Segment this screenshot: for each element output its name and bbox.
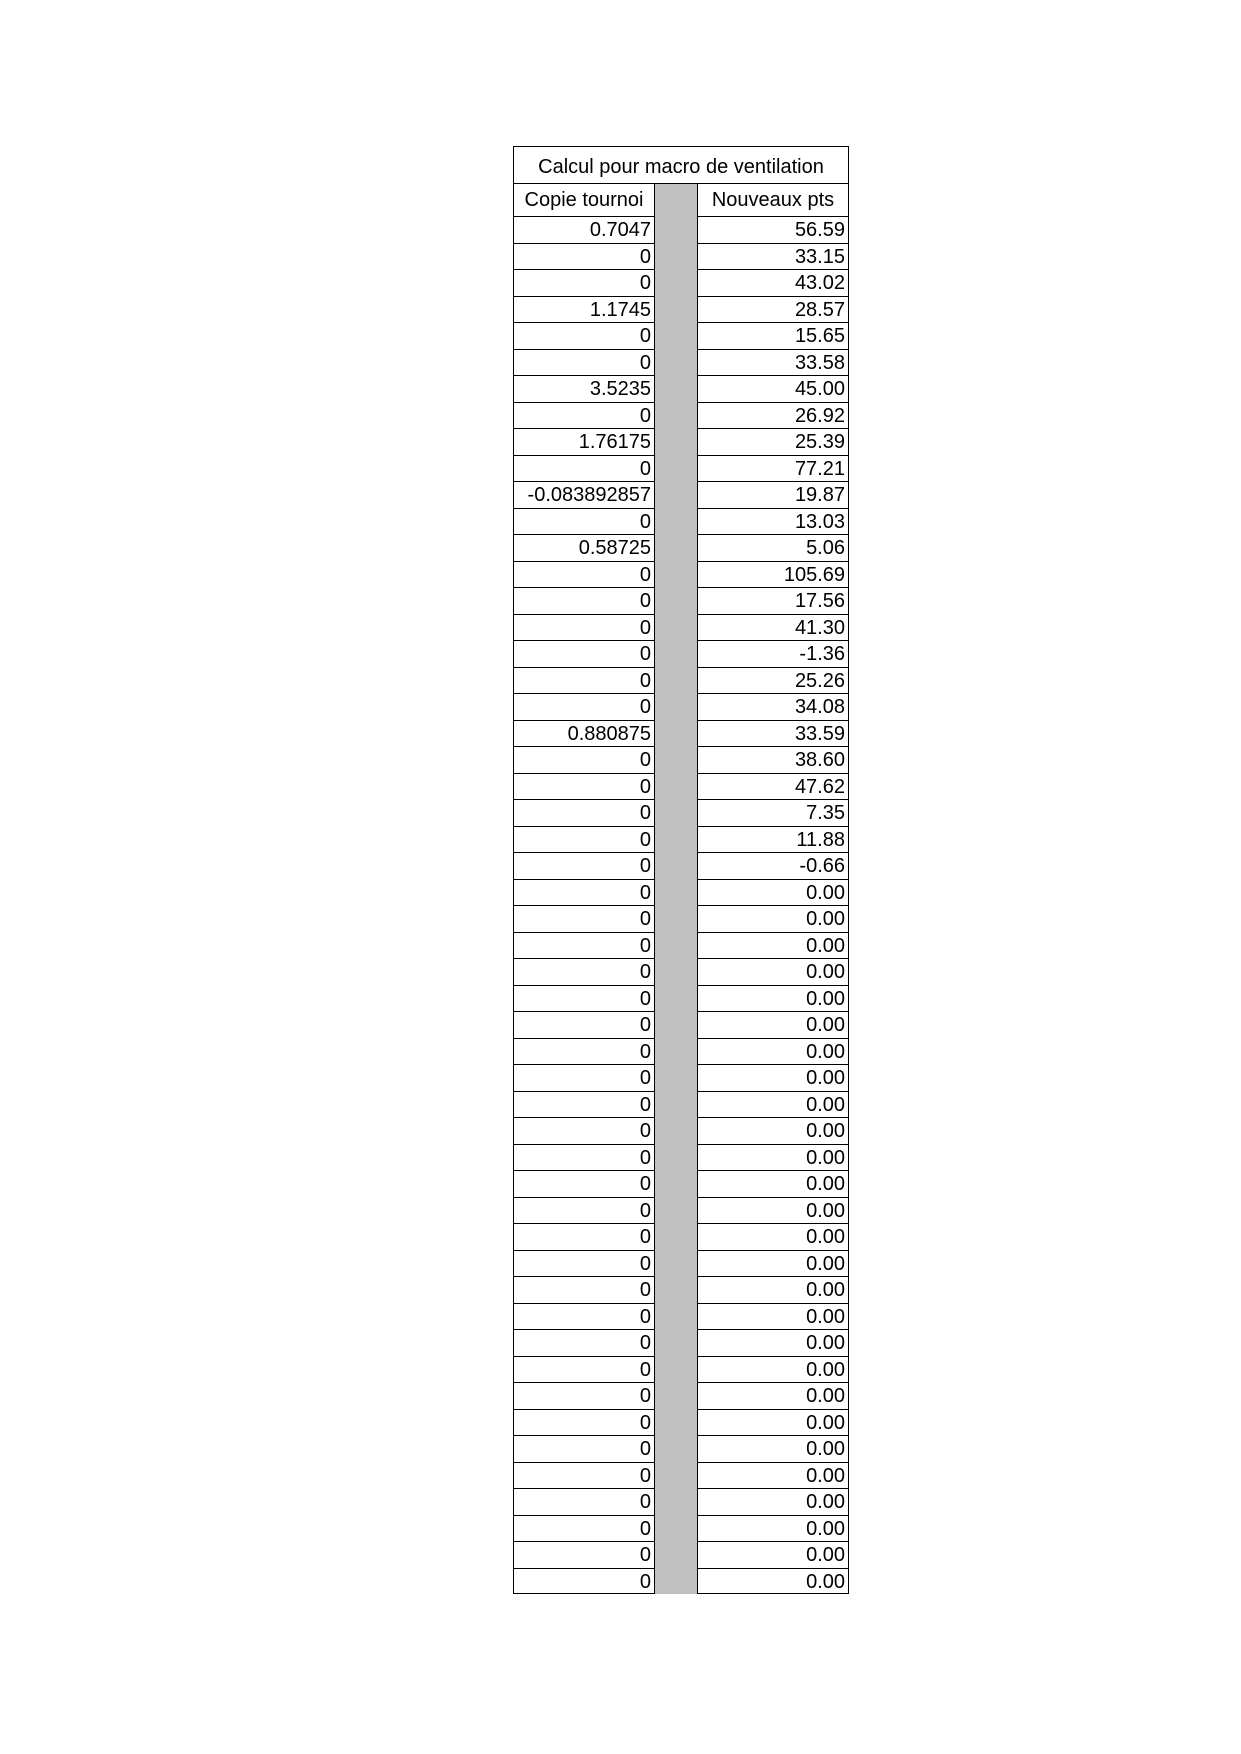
separator-cell <box>655 905 697 932</box>
separator-cell <box>655 1117 697 1144</box>
header-nouveaux-pts[interactable]: Nouveaux pts <box>697 183 849 216</box>
cell-nouveaux-pts[interactable]: 0.00 <box>697 958 849 985</box>
table-title: Calcul pour macro de ventilation <box>513 146 849 183</box>
cell-copie-tournoi[interactable]: 0.7047 <box>513 216 655 243</box>
separator-cell <box>655 587 697 614</box>
cell-copie-tournoi[interactable]: 0 <box>513 1038 655 1065</box>
cell-copie-tournoi[interactable]: 0 <box>513 826 655 853</box>
cell-copie-tournoi[interactable]: 0 <box>513 1276 655 1303</box>
cell-nouveaux-pts[interactable]: 0.00 <box>697 1011 849 1038</box>
cell-nouveaux-pts[interactable]: 0.00 <box>697 1568 849 1595</box>
cell-copie-tournoi[interactable]: 0 <box>513 852 655 879</box>
cell-copie-tournoi[interactable]: 0 <box>513 746 655 773</box>
separator-cell <box>655 1515 697 1542</box>
cell-nouveaux-pts[interactable]: 105.69 <box>697 561 849 588</box>
cell-copie-tournoi[interactable]: 0 <box>513 932 655 959</box>
separator-cell <box>655 985 697 1012</box>
cell-copie-tournoi[interactable]: 0 <box>513 1409 655 1436</box>
cell-nouveaux-pts[interactable]: 0.00 <box>697 1144 849 1171</box>
cell-copie-tournoi[interactable]: -0.083892857 <box>513 481 655 508</box>
cell-nouveaux-pts[interactable]: 0.00 <box>697 1515 849 1542</box>
cell-nouveaux-pts[interactable]: 0.00 <box>697 932 849 959</box>
separator-cell <box>655 349 697 376</box>
cell-nouveaux-pts[interactable]: 0.00 <box>697 1250 849 1277</box>
cell-copie-tournoi[interactable]: 0 <box>513 1329 655 1356</box>
separator-cell <box>655 879 697 906</box>
separator-cell <box>655 216 697 243</box>
cell-copie-tournoi[interactable]: 0 <box>513 1064 655 1091</box>
cell-nouveaux-pts[interactable]: 0.00 <box>697 1329 849 1356</box>
cell-copie-tournoi[interactable]: 0 <box>513 1250 655 1277</box>
cell-nouveaux-pts[interactable]: 43.02 <box>697 269 849 296</box>
separator-cell <box>655 1064 697 1091</box>
cell-copie-tournoi[interactable]: 0 <box>513 1356 655 1383</box>
cell-nouveaux-pts[interactable]: 0.00 <box>697 1170 849 1197</box>
cell-nouveaux-pts[interactable]: 56.59 <box>697 216 849 243</box>
separator-cell <box>655 296 697 323</box>
cell-copie-tournoi[interactable]: 0 <box>513 1011 655 1038</box>
cell-nouveaux-pts[interactable]: 33.15 <box>697 243 849 270</box>
cell-nouveaux-pts[interactable]: 45.00 <box>697 375 849 402</box>
cell-nouveaux-pts[interactable]: 33.59 <box>697 720 849 747</box>
separator-cell <box>655 958 697 985</box>
cell-copie-tournoi[interactable]: 0 <box>513 1223 655 1250</box>
cell-copie-tournoi[interactable]: 0.58725 <box>513 534 655 561</box>
separator-cell <box>655 1541 697 1568</box>
cell-copie-tournoi[interactable]: 0 <box>513 269 655 296</box>
separator-cell <box>655 667 697 694</box>
separator-column <box>655 183 697 216</box>
cell-copie-tournoi[interactable]: 0 <box>513 799 655 826</box>
separator-cell <box>655 481 697 508</box>
cell-nouveaux-pts[interactable]: 0.00 <box>697 905 849 932</box>
cell-copie-tournoi[interactable]: 0 <box>513 1117 655 1144</box>
cell-nouveaux-pts[interactable]: 7.35 <box>697 799 849 826</box>
cell-copie-tournoi[interactable]: 0 <box>513 322 655 349</box>
cell-nouveaux-pts[interactable]: 0.00 <box>697 879 849 906</box>
cell-nouveaux-pts[interactable]: 38.60 <box>697 746 849 773</box>
separator-cell <box>655 1568 697 1595</box>
cell-copie-tournoi[interactable]: 0 <box>513 1488 655 1515</box>
cell-nouveaux-pts[interactable]: 15.65 <box>697 322 849 349</box>
cell-nouveaux-pts[interactable]: 0.00 <box>697 1435 849 1462</box>
separator-cell <box>655 614 697 641</box>
cell-nouveaux-pts[interactable]: 33.58 <box>697 349 849 376</box>
cell-nouveaux-pts[interactable]: -0.66 <box>697 852 849 879</box>
cell-nouveaux-pts[interactable]: 34.08 <box>697 693 849 720</box>
cell-nouveaux-pts[interactable]: 11.88 <box>697 826 849 853</box>
separator-cell <box>655 375 697 402</box>
cell-nouveaux-pts[interactable]: -1.36 <box>697 640 849 667</box>
cell-copie-tournoi[interactable]: 0 <box>513 1091 655 1118</box>
cell-nouveaux-pts[interactable]: 0.00 <box>697 1197 849 1224</box>
cell-copie-tournoi[interactable]: 0 <box>513 1541 655 1568</box>
separator-cell <box>655 799 697 826</box>
separator-cell <box>655 693 697 720</box>
cell-copie-tournoi[interactable]: 0.880875 <box>513 720 655 747</box>
cell-copie-tournoi[interactable]: 0 <box>513 1382 655 1409</box>
cell-copie-tournoi[interactable]: 1.76175 <box>513 428 655 455</box>
cell-copie-tournoi[interactable]: 0 <box>513 1515 655 1542</box>
cell-nouveaux-pts[interactable]: 47.62 <box>697 773 849 800</box>
separator-cell <box>655 640 697 667</box>
header-copie-tournoi[interactable]: Copie tournoi <box>513 183 655 216</box>
separator-cell <box>655 508 697 535</box>
cell-copie-tournoi[interactable]: 0 <box>513 985 655 1012</box>
cell-copie-tournoi[interactable]: 0 <box>513 905 655 932</box>
cell-nouveaux-pts[interactable]: 0.00 <box>697 1488 849 1515</box>
separator-cell <box>655 269 697 296</box>
cell-copie-tournoi[interactable]: 0 <box>513 1144 655 1171</box>
ventilation-table <box>513 146 849 1594</box>
cell-copie-tournoi[interactable]: 0 <box>513 773 655 800</box>
separator-cell <box>655 561 697 588</box>
cell-nouveaux-pts[interactable]: 28.57 <box>697 296 849 323</box>
separator-cell <box>655 428 697 455</box>
separator-cell <box>655 1382 697 1409</box>
cell-copie-tournoi[interactable]: 0 <box>513 667 655 694</box>
cell-nouveaux-pts[interactable]: 0.00 <box>697 1303 849 1330</box>
separator-cell <box>655 455 697 482</box>
cell-nouveaux-pts[interactable]: 0.00 <box>697 1091 849 1118</box>
separator-cell <box>655 322 697 349</box>
separator-cell <box>655 1011 697 1038</box>
separator-cell <box>655 826 697 853</box>
separator-cell <box>655 1144 697 1171</box>
separator-cell <box>655 1223 697 1250</box>
cell-copie-tournoi[interactable]: 0 <box>513 508 655 535</box>
cell-copie-tournoi[interactable]: 0 <box>513 1435 655 1462</box>
cell-copie-tournoi[interactable]: 0 <box>513 614 655 641</box>
cell-copie-tournoi[interactable]: 0 <box>513 1170 655 1197</box>
cell-nouveaux-pts[interactable]: 5.06 <box>697 534 849 561</box>
cell-copie-tournoi[interactable]: 0 <box>513 455 655 482</box>
separator-cell <box>655 1250 697 1277</box>
cell-copie-tournoi[interactable]: 0 <box>513 349 655 376</box>
cell-copie-tournoi[interactable]: 0 <box>513 587 655 614</box>
separator-cell <box>655 1462 697 1489</box>
cell-copie-tournoi[interactable]: 0 <box>513 1197 655 1224</box>
separator-cell <box>655 1409 697 1436</box>
cell-nouveaux-pts[interactable]: 25.26 <box>697 667 849 694</box>
cell-copie-tournoi[interactable]: 0 <box>513 640 655 667</box>
separator-cell <box>655 1197 697 1224</box>
cell-copie-tournoi[interactable]: 0 <box>513 958 655 985</box>
separator-cell <box>655 1303 697 1330</box>
cell-nouveaux-pts[interactable]: 13.03 <box>697 508 849 535</box>
separator-cell <box>655 1091 697 1118</box>
separator-cell <box>655 243 697 270</box>
cell-copie-tournoi[interactable]: 0 <box>513 402 655 429</box>
cell-copie-tournoi[interactable]: 0 <box>513 1462 655 1489</box>
separator-cell <box>655 534 697 561</box>
cell-nouveaux-pts[interactable]: 19.87 <box>697 481 849 508</box>
separator-cell <box>655 773 697 800</box>
cell-nouveaux-pts[interactable]: 26.92 <box>697 402 849 429</box>
separator-cell <box>655 402 697 429</box>
separator-cell <box>655 852 697 879</box>
cell-copie-tournoi[interactable]: 0 <box>513 693 655 720</box>
separator-cell <box>655 1276 697 1303</box>
cell-copie-tournoi[interactable]: 1.1745 <box>513 296 655 323</box>
cell-nouveaux-pts[interactable]: 0.00 <box>697 1409 849 1436</box>
separator-cell <box>655 1038 697 1065</box>
cell-copie-tournoi[interactable]: 0 <box>513 561 655 588</box>
cell-nouveaux-pts[interactable]: 17.56 <box>697 587 849 614</box>
cell-nouveaux-pts[interactable]: 0.00 <box>697 1356 849 1383</box>
cell-nouveaux-pts[interactable]: 0.00 <box>697 1038 849 1065</box>
cell-nouveaux-pts[interactable]: 0.00 <box>697 1276 849 1303</box>
cell-nouveaux-pts[interactable]: 0.00 <box>697 1541 849 1568</box>
separator-cell <box>655 1356 697 1383</box>
separator-cell <box>655 1435 697 1462</box>
cell-nouveaux-pts[interactable]: 0.00 <box>697 1382 849 1409</box>
cell-nouveaux-pts[interactable]: 0.00 <box>697 1223 849 1250</box>
cell-nouveaux-pts[interactable]: 41.30 <box>697 614 849 641</box>
cell-copie-tournoi[interactable]: 0 <box>513 1568 655 1595</box>
separator-cell <box>655 932 697 959</box>
separator-cell <box>655 746 697 773</box>
cell-nouveaux-pts[interactable]: 0.00 <box>697 1117 849 1144</box>
cell-nouveaux-pts[interactable]: 25.39 <box>697 428 849 455</box>
cell-copie-tournoi[interactable]: 0 <box>513 879 655 906</box>
table-grid <box>513 183 849 1594</box>
cell-copie-tournoi[interactable]: 3.5235 <box>513 375 655 402</box>
cell-copie-tournoi[interactable]: 0 <box>513 1303 655 1330</box>
cell-nouveaux-pts[interactable]: 77.21 <box>697 455 849 482</box>
cell-nouveaux-pts[interactable]: 0.00 <box>697 1462 849 1489</box>
cell-copie-tournoi[interactable]: 0 <box>513 243 655 270</box>
separator-cell <box>655 1488 697 1515</box>
cell-nouveaux-pts[interactable]: 0.00 <box>697 985 849 1012</box>
separator-cell <box>655 1170 697 1197</box>
cell-nouveaux-pts[interactable]: 0.00 <box>697 1064 849 1091</box>
separator-cell <box>655 1329 697 1356</box>
separator-cell <box>655 720 697 747</box>
